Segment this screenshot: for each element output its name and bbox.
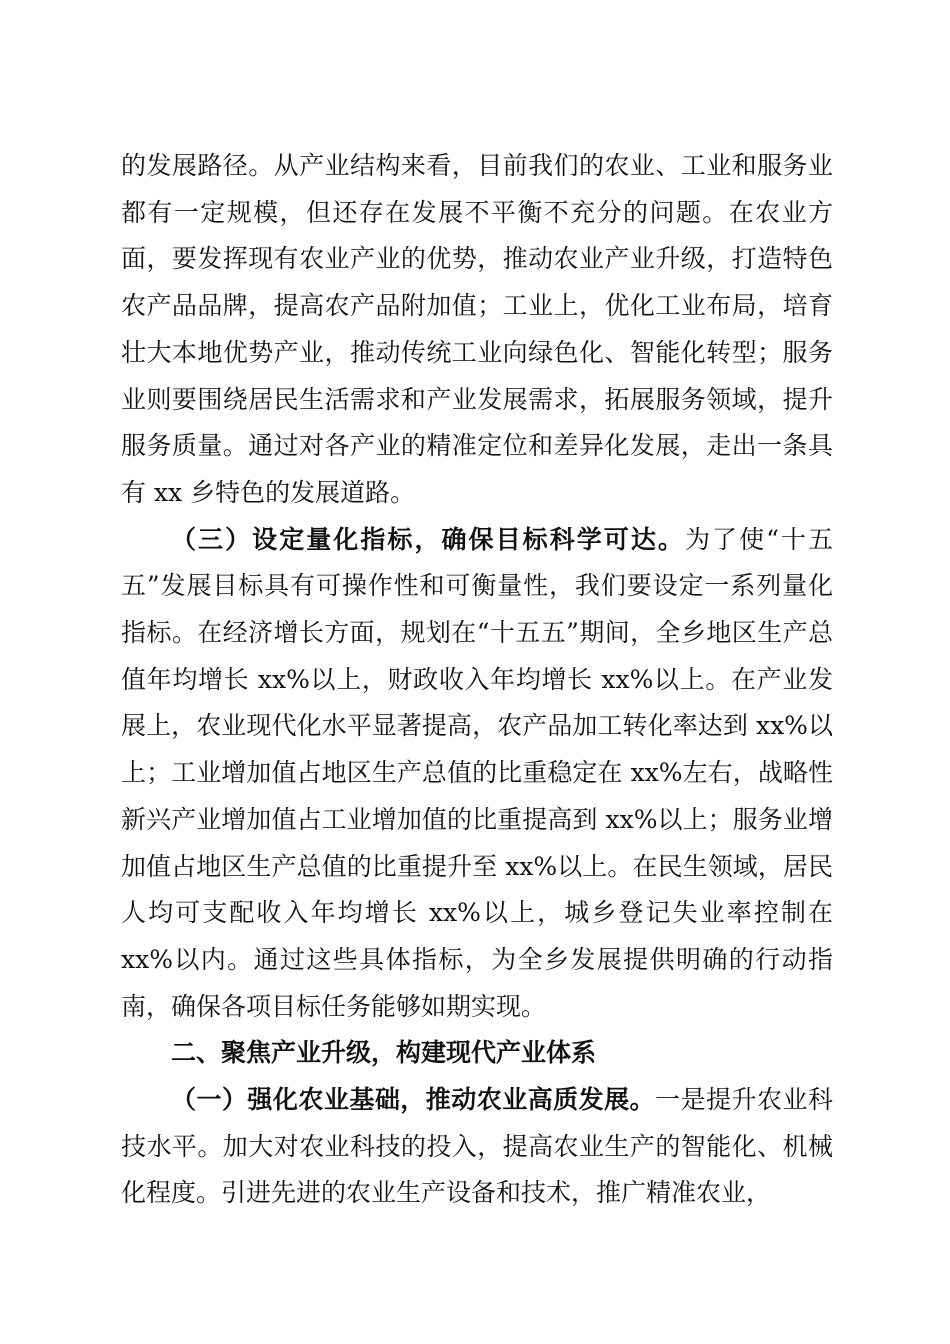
section-heading: 二、聚焦产业升级，构建现代产业体系 (171, 1038, 597, 1068)
paragraph-development-path (121, 143, 833, 517)
document-body (121, 143, 833, 1217)
paragraph-agriculture-foundation (121, 1077, 833, 1217)
paragraph-text: 为了使“十五五”发展目标具有可操作性和可衡量性，我们要设定一系列量化指标。在经济增长方面，规划在“十五五”期间，全乡地区生产总值年均增长 xx%以上，财政收入年均增长 xx%以上。在产业发展上，农业现代化水平显著提高，农产品加工转化率达到 xx%以上；工业增加值占地区生产总值的比重稳定在 xx%左右，战略性新兴产业增加值占工业增加值的比重提高到 xx%以上；服务业增加值占地区生产总值的比重提升至 xx%以上。在民生领域，居民人均可支配收入年均增长 xx%以上，城乡登记失业率控制在 xx%以内。通过这些具体指标，为全乡发展提供明确的行动指南，确保各项目标任务能够如期实现。 (121, 524, 834, 1021)
paragraph-quantified-targets (121, 517, 833, 1031)
paragraph-lead: （一）强化农业基础，推动农业高质发展。 (171, 1085, 656, 1115)
paragraph-lead: （三）设定量化指标，确保目标科学可达。 (171, 524, 685, 554)
paragraph-text: 一是提升农业科技水平。加大对农业科技的投入，提高农业生产的智能化、机械化程度。引进先进的农业生产设备和技术，推广精准农业， (121, 1085, 833, 1208)
paragraph-text: 的发展路径。从产业结构来看，目前我们的农业、工业和服务业都有一定规模，但还存在发展不平衡不充分的问题。在农业方面，要发挥现有农业产业的优势，推动农业产业升级，打造特色农产品品牌，提高农产品附加值；工业上，优化工业布局，培育壮大本地优势产业，推动传统工业向绿色化、智能化转型；服务业则要围绕居民生活需求和产业发展需求，拓展服务领域，提升服务质量。通过对各产业的精准定位和差异化发展，走出一条具有 xx 乡特色的发展道路。 (121, 151, 833, 507)
